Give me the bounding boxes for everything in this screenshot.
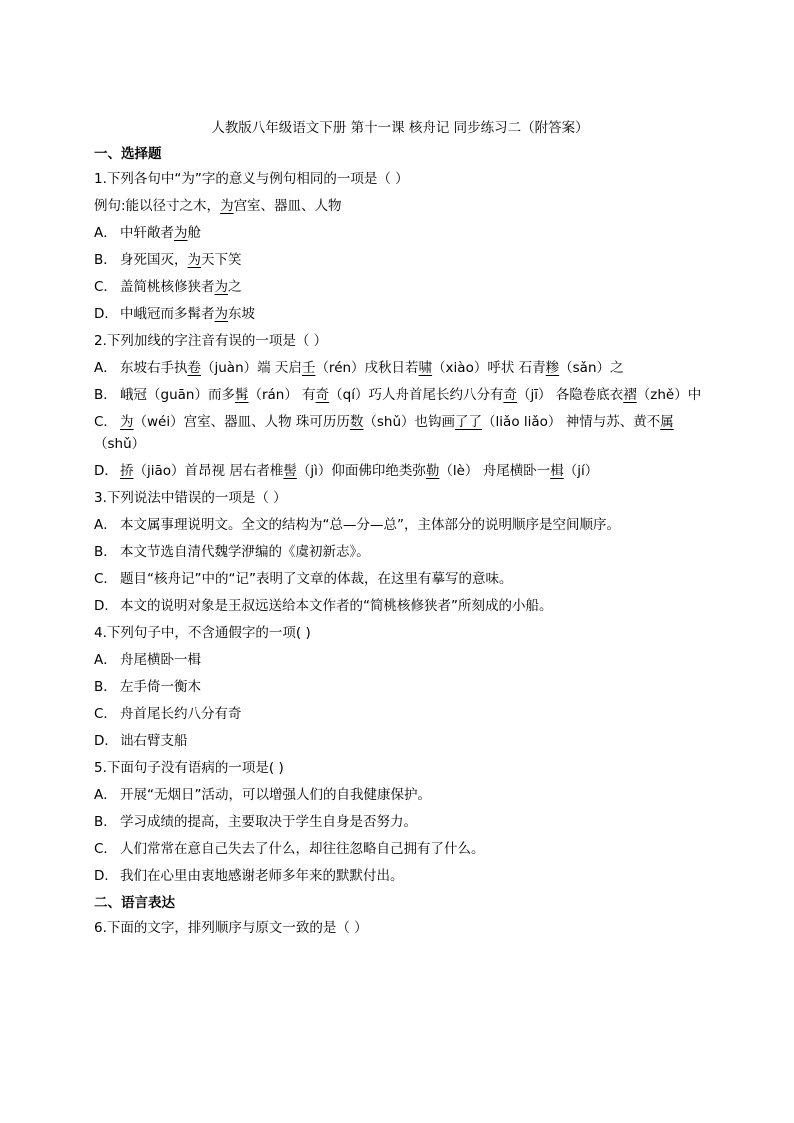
underlined-char: 为 bbox=[120, 414, 134, 430]
option-text: 本文的说明对象是王叔远送给本文作者的“简桃核修狭者”所刻成的小船。 bbox=[120, 598, 553, 614]
option-text: 本文属事理说明文。全文的结构为“总—分—总”，主体部分的说明顺序是空间顺序。 bbox=[120, 517, 620, 533]
option-text: （qí）巧人舟首尾长约八分有 bbox=[329, 387, 504, 403]
option-text: 峨冠（guān）而多 bbox=[120, 387, 235, 403]
underlined-char: 为 bbox=[220, 198, 234, 214]
question-1-option-b bbox=[94, 249, 706, 271]
question-4-option-d bbox=[94, 730, 706, 752]
option-letter: A． bbox=[94, 517, 117, 533]
option-text: 舟尾横卧一楫 bbox=[120, 652, 201, 668]
question-1-stem: 1.下列各句中“为”字的意义与例句相同的一项是（ ） bbox=[94, 171, 409, 187]
underlined-char: 糁 bbox=[545, 360, 560, 376]
question-2-option-c bbox=[94, 411, 706, 455]
option-letter: C． bbox=[94, 571, 117, 587]
underlined-char: 卷 bbox=[187, 360, 201, 376]
underlined-char: 楫 bbox=[550, 463, 564, 479]
option-text: 人们常常在意自己失去了什么，却往往忽略自己拥有了什么。 bbox=[120, 841, 485, 857]
option-text: （liǎo liǎo） 神情与苏、黄不 bbox=[482, 414, 661, 430]
question-2-option-d bbox=[94, 460, 706, 482]
option-text: 诎右臂支船 bbox=[120, 733, 188, 749]
option-letter: A． bbox=[94, 225, 117, 241]
question-5-option-b bbox=[94, 811, 706, 833]
option-text: 学习成绩的提高，主要取决于学生自身是否努力。 bbox=[120, 814, 417, 830]
option-letter: D． bbox=[94, 868, 118, 884]
option-letter: B． bbox=[94, 544, 117, 560]
option-text: （shǔ）也钩画 bbox=[363, 414, 456, 430]
question-4-stem: 4.下列句子中，不含通假字的一项( ) bbox=[94, 625, 311, 641]
underlined-char: 髻 bbox=[283, 463, 297, 479]
question-5-option-a bbox=[94, 784, 706, 806]
example-text: 宫室、器皿、人物 bbox=[233, 198, 342, 214]
option-text: （lè） 舟尾横卧一 bbox=[439, 463, 551, 479]
option-text: 身死国灭， bbox=[120, 252, 188, 268]
question-3-option-c bbox=[94, 568, 706, 590]
example-text: 例句:能以径寸之木， bbox=[94, 198, 221, 214]
option-text: （rán） 有 bbox=[248, 387, 316, 403]
question-6-stem: 6.下面的文字，排列顺序与原文一致的是（ ） bbox=[94, 920, 368, 936]
option-letter: B． bbox=[94, 679, 117, 695]
underlined-char: 为 bbox=[174, 225, 188, 241]
underlined-char: 奇 bbox=[315, 387, 330, 403]
underlined-char: 属 bbox=[660, 414, 674, 430]
option-text: 东坡 bbox=[228, 306, 255, 322]
option-letter: C． bbox=[94, 706, 117, 722]
option-letter: C． bbox=[94, 841, 117, 857]
option-text: （rén）戌秋日若 bbox=[315, 360, 419, 376]
option-letter: A． bbox=[94, 787, 117, 803]
question-2-option-a bbox=[94, 357, 706, 379]
option-text: 题目“核舟记”中的“记”表明了文章的体裁，在这里有摹写的意味。 bbox=[120, 571, 513, 587]
option-letter: A． bbox=[94, 652, 117, 668]
option-text: （zhě）中 bbox=[636, 387, 702, 403]
underlined-char: 为 bbox=[214, 279, 228, 295]
option-text: 左手倚一衡木 bbox=[120, 679, 201, 695]
question-2-stem: 2.下列加线的字注音有误的一项是（ ） bbox=[94, 333, 328, 349]
option-text: 天下笑 bbox=[201, 252, 242, 268]
underlined-char: 勒 bbox=[425, 463, 440, 479]
option-text: 舟首尾长约八分有奇 bbox=[120, 706, 242, 722]
option-text: 开展“无烟日”活动，可以增强人们的自我健康保护。 bbox=[120, 787, 431, 803]
underlined-char: 啸 bbox=[418, 360, 433, 376]
option-text: （wéi）宫室、器皿、人物 珠可历历 bbox=[133, 414, 350, 430]
question-5-option-d bbox=[94, 865, 706, 887]
option-text: （sǎn）之 bbox=[559, 360, 624, 376]
option-letter: C． bbox=[94, 279, 117, 295]
document-content bbox=[94, 117, 706, 944]
underlined-char: 髯 bbox=[234, 387, 249, 403]
option-letter: D． bbox=[94, 598, 118, 614]
underlined-char: 褶 bbox=[623, 387, 637, 403]
option-letter: C． bbox=[94, 414, 117, 430]
option-letter: A． bbox=[94, 360, 117, 376]
option-text: 之 bbox=[228, 279, 242, 295]
option-letter: B． bbox=[94, 252, 117, 268]
underlined-char: 数 bbox=[349, 414, 364, 430]
underlined-char: 为 bbox=[214, 306, 228, 322]
question-5-stem: 5.下面句子没有语病的一项是( ) bbox=[94, 760, 284, 776]
question-5-option-c bbox=[94, 838, 706, 860]
option-text: （jí） bbox=[563, 463, 599, 479]
option-text: （xiào）呼状 石青 bbox=[432, 360, 546, 376]
underlined-char: 奇 bbox=[503, 387, 517, 403]
section-heading-choice: 一、选择题 bbox=[94, 146, 162, 162]
question-3-option-b bbox=[94, 541, 706, 563]
question-3-option-d bbox=[94, 595, 706, 617]
option-letter: B． bbox=[94, 387, 117, 403]
option-text: （jī） 各隐卷底衣 bbox=[516, 387, 624, 403]
page-title: 人教版八年级语文下册 第十一课 核舟记 同步练习二（附答案） bbox=[211, 120, 589, 136]
question-1-option-c bbox=[94, 276, 706, 298]
question-3-option-a bbox=[94, 514, 706, 536]
underlined-char: 壬 bbox=[301, 360, 316, 376]
section-heading-language: 二、语言表达 bbox=[94, 895, 175, 911]
option-text: （jì）仰面佛印绝类弥 bbox=[296, 463, 426, 479]
option-letter: B． bbox=[94, 814, 117, 830]
option-text: （juàn）端 天启 bbox=[201, 360, 302, 376]
option-text: 东坡右手执 bbox=[120, 360, 188, 376]
option-text: （jiāo）首昂视 居右者椎 bbox=[133, 463, 284, 479]
question-1-option-a bbox=[94, 222, 706, 244]
option-letter: D． bbox=[94, 733, 118, 749]
question-2-option-b bbox=[94, 384, 706, 406]
underlined-char: 挢 bbox=[120, 463, 134, 479]
question-4-option-c bbox=[94, 703, 706, 725]
question-1-example bbox=[94, 195, 706, 217]
question-1-option-d bbox=[94, 303, 706, 325]
option-text: 我们在心里由衷地感谢老师多年来的默默付出。 bbox=[120, 868, 404, 884]
option-text: 盖简桃核修狭者 bbox=[120, 279, 215, 295]
question-4-option-b bbox=[94, 676, 706, 698]
option-letter: D． bbox=[94, 463, 118, 479]
option-text: （shǔ） bbox=[94, 436, 146, 452]
question-3-stem: 3.下列说法中错误的一项是（ ） bbox=[94, 490, 287, 506]
option-text: 本文节选自清代魏学洢编的《虞初新志》。 bbox=[120, 544, 370, 560]
option-text: 舱 bbox=[187, 225, 201, 241]
question-4-option-a bbox=[94, 649, 706, 671]
underlined-char: 为 bbox=[187, 252, 201, 268]
underlined-char: 了了 bbox=[455, 414, 483, 430]
option-letter: D． bbox=[94, 306, 118, 322]
option-text: 中轩敞者 bbox=[120, 225, 174, 241]
option-text: 中峨冠而多髯者 bbox=[120, 306, 215, 322]
